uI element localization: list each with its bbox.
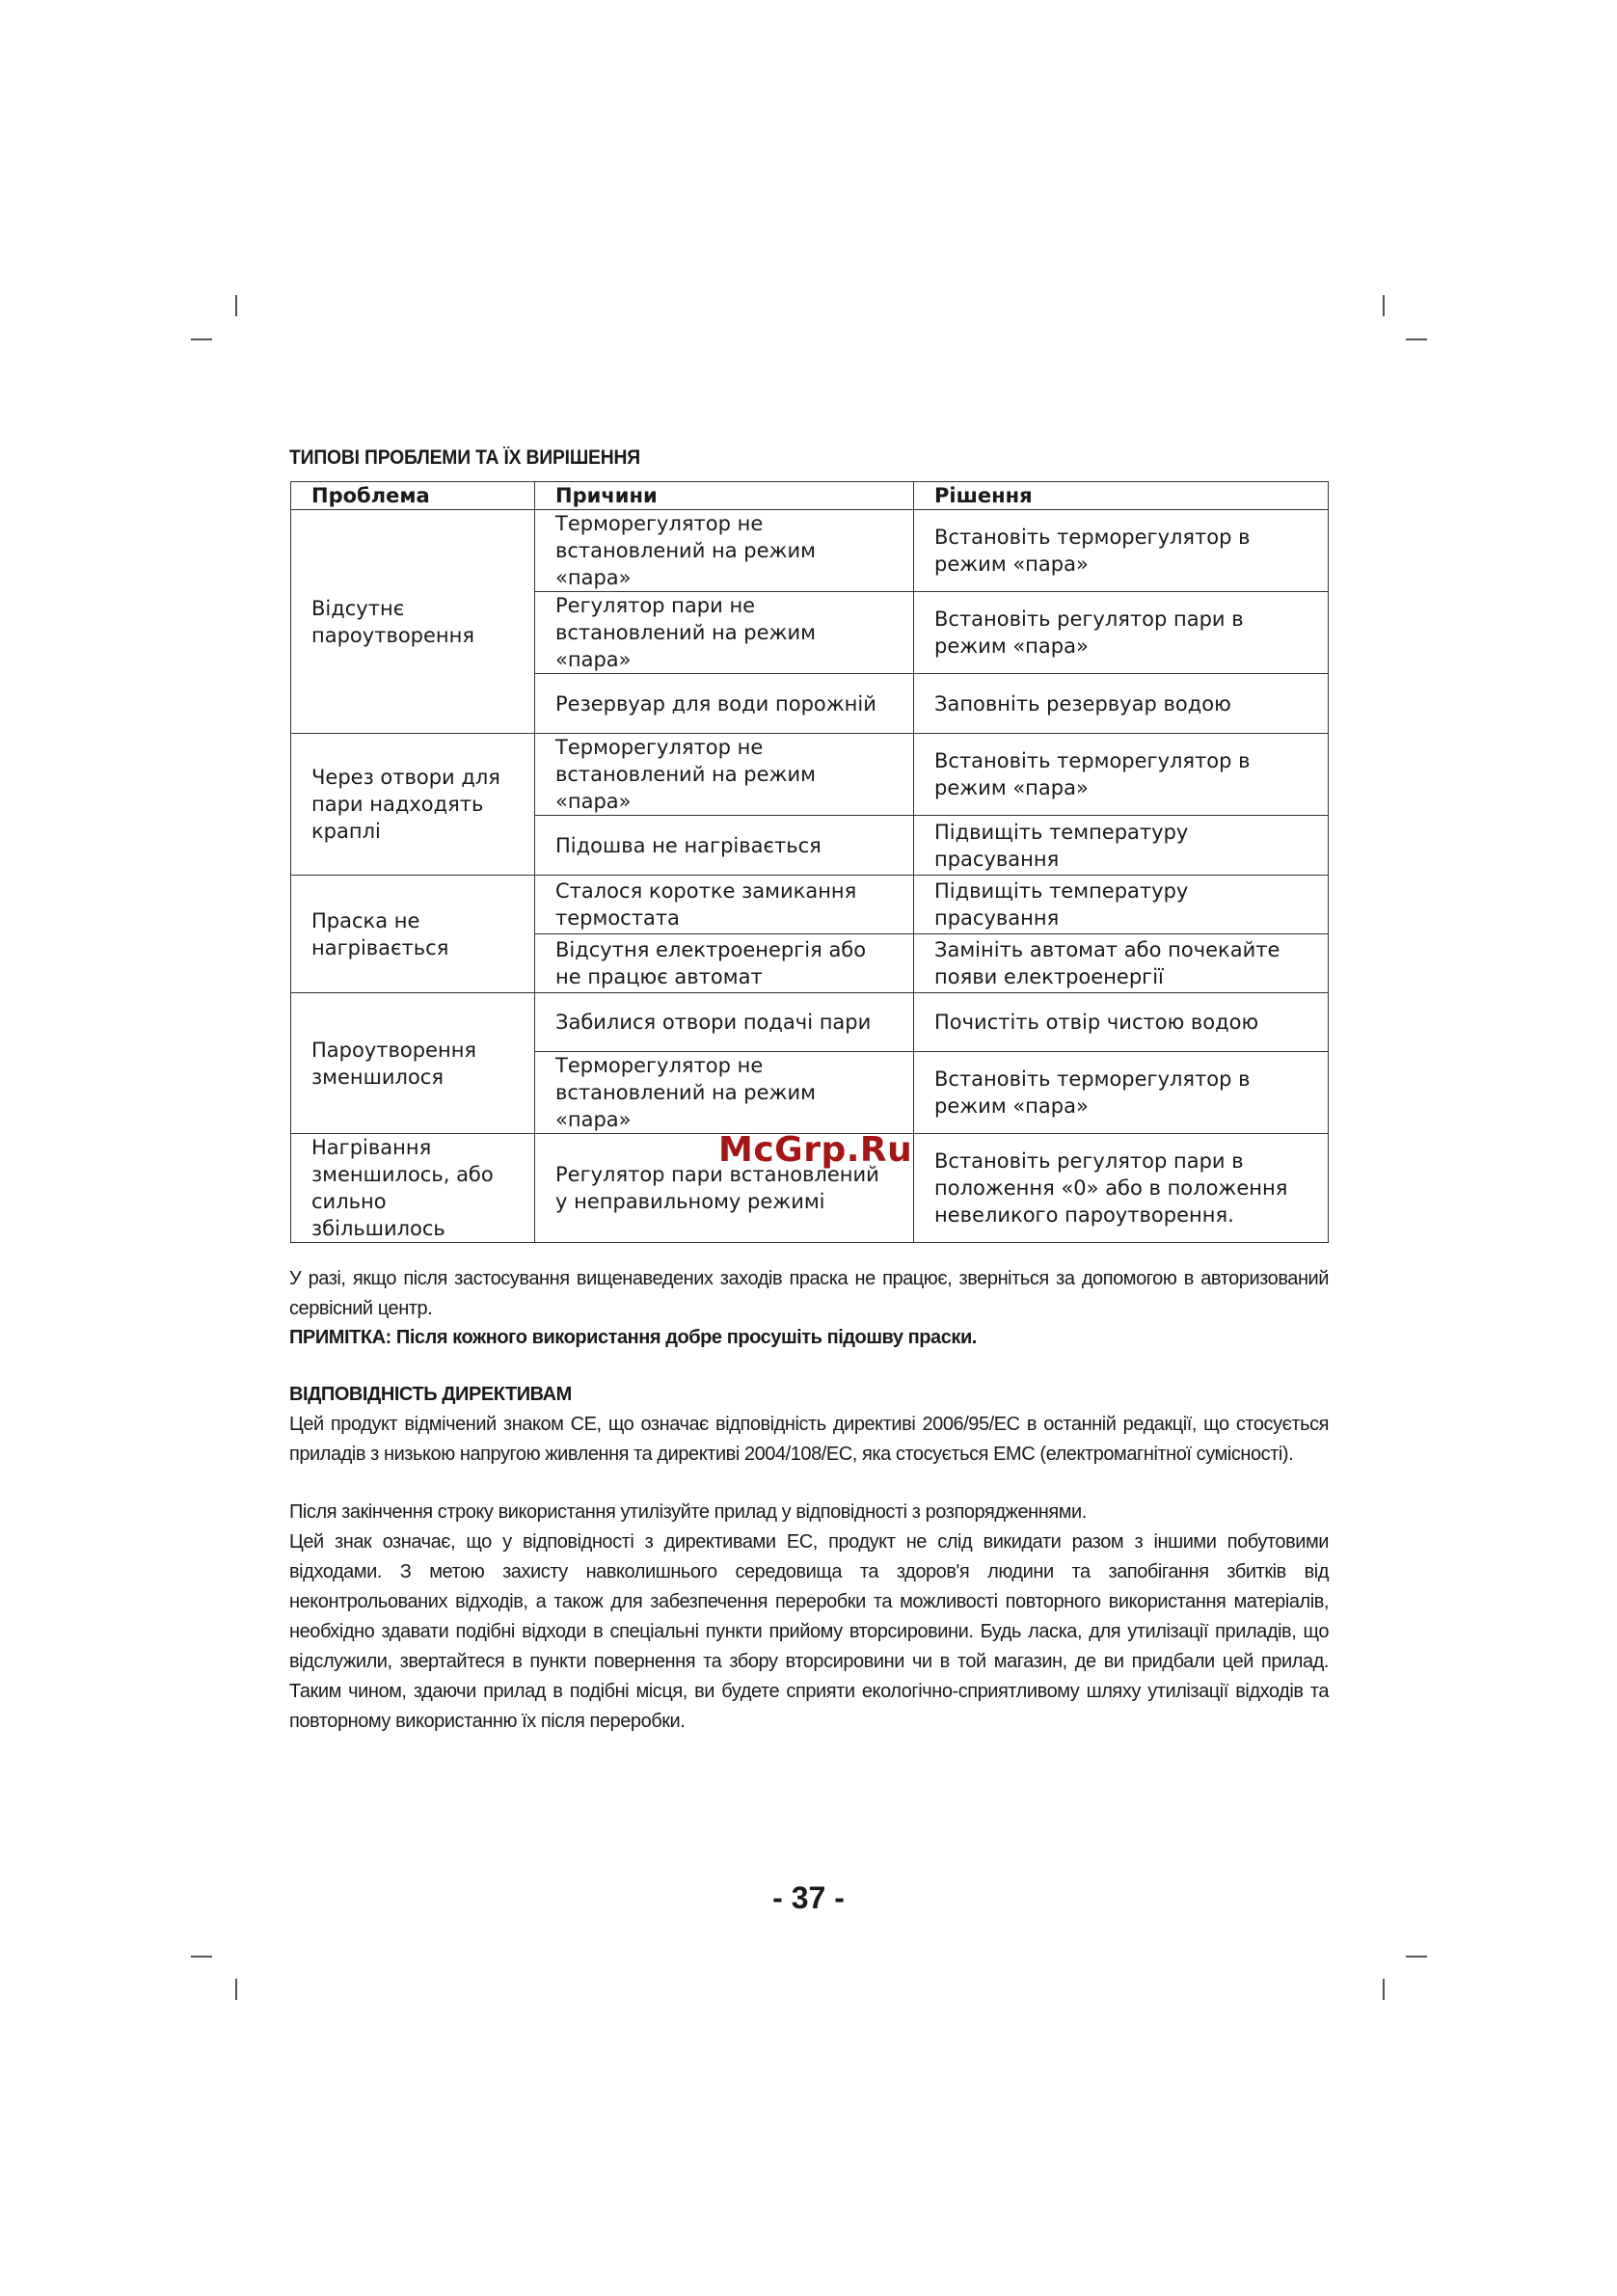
cause-cell: Терморегулятор не встановлений на режим «пара»	[535, 734, 914, 816]
solution-cell: Заповніть резервуар водою	[914, 674, 1329, 734]
crop-mark	[1383, 295, 1385, 316]
problem-cell: Відсутнє пароутворення	[291, 510, 535, 734]
crop-mark	[191, 1956, 212, 1958]
problem-cell: Через отвори для пари надходять краплі	[291, 734, 535, 876]
troubleshooting-table	[290, 481, 1329, 1243]
crop-mark	[191, 338, 212, 340]
cause-cell: Терморегулятор не встановлений на режим «пара»	[535, 1052, 914, 1134]
solution-cell: Встановіть терморегулятор в режим «пара»	[914, 1052, 1329, 1134]
table-row	[291, 510, 1329, 592]
cause-cell: Забилися отвори подачі пари	[535, 993, 914, 1052]
solution-cell: Встановіть регулятор пари в режим «пара»	[914, 592, 1329, 674]
cause-cell: Сталося коротке замикання термостата	[535, 876, 914, 934]
solution-cell: Підвищіть температуру прасування	[914, 816, 1329, 876]
page-number: - 37 -	[772, 1880, 845, 1915]
header-causes: Причини	[535, 482, 914, 510]
solution-cell: Замініть автомат або почекайте появи електроенергії	[914, 934, 1329, 993]
disposal-text-intro: Після закінчення строку використання утилізуйте прилад у відповідності з розпорядженнями.	[289, 1501, 1087, 1523]
table-row	[291, 876, 1329, 934]
crop-mark	[235, 295, 237, 316]
problem-cell: Пароутворення зменшилося	[291, 993, 535, 1134]
disposal-text-details: Цей знак означає, що у відповідності з директивами ЕС, продукт не слід викидати разом з іншими побутовими відходами. З метою захисту навколишнього середовища та здоров'я людини та запобігання збитків від неконтрольованих відходів, а також для забезпечення переробки та можливості повторного використання матеріалів, необхідно здавати подібні відходи в спеціальні пункти прийому вторсировини. Будь ласка, для утилізації приладів, що відслужили, звертайтеся в пункти повернення та збору вторсировини чи в той магазин, де ви придбали цей прилад. Таким чином, здаючи прилад в подібні місця, ви будете сприяти екологічно-сприятливому шляху утилізації відходів та повторному використанню їх після переробки.	[289, 1531, 1329, 1732]
solution-cell: Встановіть регулятор пари в положення «0» або в положення невеликого пароутворення.	[914, 1134, 1329, 1243]
service-note: У разі, якщо після застосування вищенаведених заходів праска не працює, зверніться за допомогою в авторизований сервісний центр.	[289, 1268, 1329, 1319]
problem-cell: Праска не нагрівається	[291, 876, 535, 993]
solution-cell: Встановіть терморегулятор в режим «пара»	[914, 510, 1329, 592]
cause-cell: Регулятор пари не встановлений на режим «пара»	[535, 592, 914, 674]
cause-cell: Відсутня електроенергія або не працює автомат	[535, 934, 914, 993]
cause-cell: Терморегулятор не встановлений на режим «пара»	[535, 510, 914, 592]
cause-cell: Підошва не нагрівається	[535, 816, 914, 876]
cause-cell: Резервуар для води порожній	[535, 674, 914, 734]
crop-mark	[235, 1979, 237, 2000]
table-row	[291, 734, 1329, 816]
header-solution: Рішення	[914, 482, 1329, 510]
crop-mark	[1406, 1956, 1427, 1958]
solution-cell: Підвищіть температуру прасування	[914, 876, 1329, 934]
section-title: ТИПОВІ ПРОБЛЕМИ ТА ЇХ ВИРІШЕННЯ	[289, 446, 641, 469]
table-header-row	[291, 482, 1329, 510]
directives-title: ВІДПОВІДНІСТЬ ДИРЕКТИВАМ	[289, 1384, 572, 1405]
table-row	[291, 993, 1329, 1052]
crop-mark	[1406, 338, 1427, 340]
solution-cell: Встановіть терморегулятор в режим «пара»	[914, 734, 1329, 816]
directives-text: Цей продукт відмічений знаком CE, що означає відповідність директиві 2006/95/EC в останній редакції, що стосується приладів з низькою напругою живлення та директиві 2004/108/EC, яка стосується EMC (електромагнітної сумісності).	[289, 1414, 1329, 1465]
solution-cell: Почистіть отвір чистою водою	[914, 993, 1329, 1052]
header-problem: Проблема	[291, 482, 535, 510]
problem-cell: Нагрівання зменшилось, або сильно збільшилось	[291, 1134, 535, 1243]
cause-cell: Регулятор пари встановлений у неправильному режимі	[535, 1134, 914, 1243]
watermark: McGrp.Ru	[718, 1130, 913, 1170]
crop-mark	[1383, 1979, 1385, 2000]
note-dry-soleplate: ПРИМІТКА: Після кожного використання добре просушіть підошву праски.	[289, 1327, 977, 1348]
